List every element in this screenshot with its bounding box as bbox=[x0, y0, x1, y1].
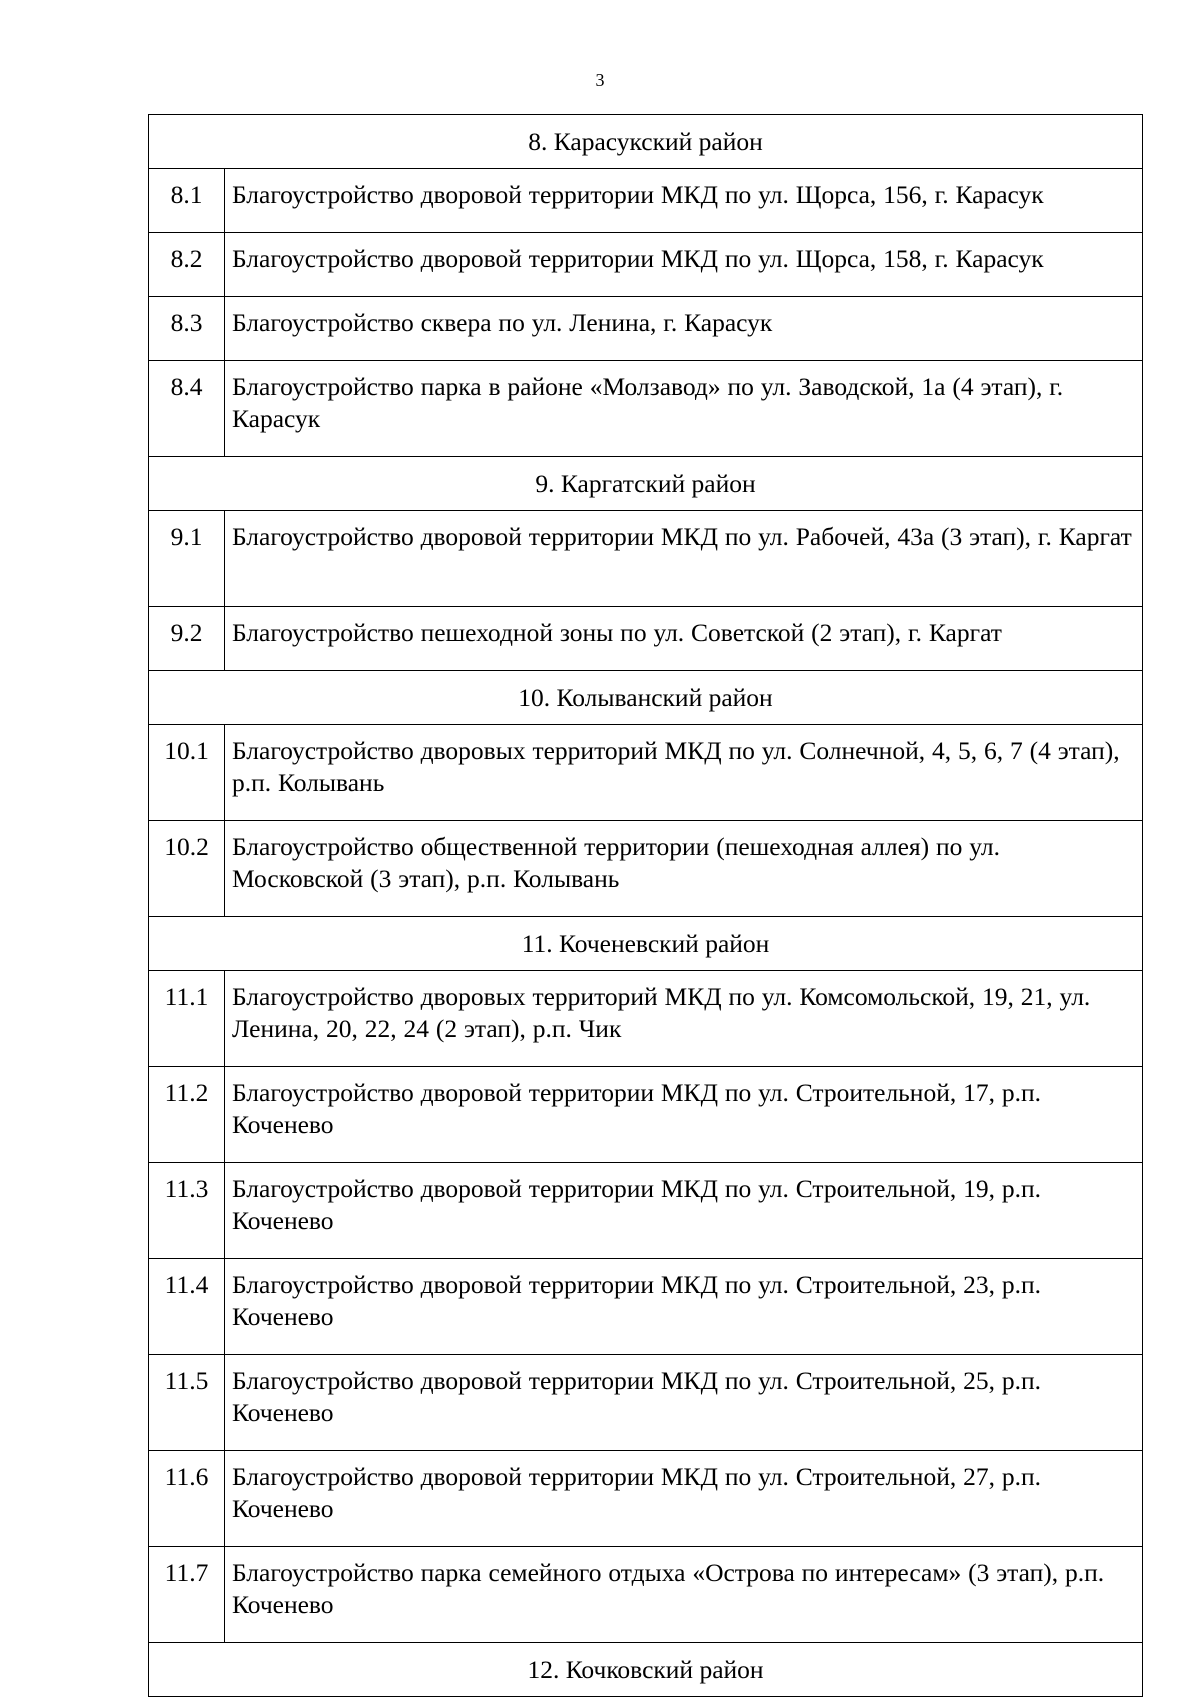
projects-table bbox=[148, 114, 1143, 1697]
item-number: 10.1 bbox=[149, 725, 225, 821]
table-row bbox=[149, 511, 1143, 607]
item-number: 8.4 bbox=[149, 361, 225, 457]
item-description: Благоустройство парка семейного отдыха «Острова по интересам» (3 этап), р.п. Коченево bbox=[225, 1547, 1143, 1643]
table-row bbox=[149, 725, 1143, 821]
item-description: Благоустройство дворовой территории МКД по ул. Щорса, 156, г. Карасук bbox=[225, 169, 1143, 233]
table-row bbox=[149, 607, 1143, 671]
table-row bbox=[149, 169, 1143, 233]
district-title: 9. Каргатский район bbox=[149, 457, 1143, 511]
item-number: 11.5 bbox=[149, 1355, 225, 1451]
district-header-row bbox=[149, 1643, 1143, 1697]
district-header-row bbox=[149, 457, 1143, 511]
table-row bbox=[149, 233, 1143, 297]
item-description: Благоустройство дворовой территории МКД по ул. Строительной, 19, р.п. Коченево bbox=[225, 1163, 1143, 1259]
item-number: 11.3 bbox=[149, 1163, 225, 1259]
table-row bbox=[149, 821, 1143, 917]
item-number: 11.4 bbox=[149, 1259, 225, 1355]
item-description: Благоустройство дворовых территорий МКД по ул. Комсомольской, 19, 21, ул. Ленина, 20, 22, 24 (2 этап), р.п. Чик bbox=[225, 971, 1143, 1067]
district-title: 10. Колыванский район bbox=[149, 671, 1143, 725]
item-description: Благоустройство парка в районе «Молзавод» по ул. Заводской, 1а (4 этап), г. Карасук bbox=[225, 361, 1143, 457]
table-row bbox=[149, 1355, 1143, 1451]
table-row bbox=[149, 971, 1143, 1067]
item-description: Благоустройство дворовой территории МКД по ул. Строительной, 23, р.п. Коченево bbox=[225, 1259, 1143, 1355]
item-number: 8.3 bbox=[149, 297, 225, 361]
table-row bbox=[149, 297, 1143, 361]
table-row bbox=[149, 361, 1143, 457]
item-description: Благоустройство дворовой территории МКД по ул. Щорса, 158, г. Карасук bbox=[225, 233, 1143, 297]
item-number: 10.2 bbox=[149, 821, 225, 917]
table-row bbox=[149, 1451, 1143, 1547]
item-description: Благоустройство дворовой территории МКД по ул. Строительной, 27, р.п. Коченево bbox=[225, 1451, 1143, 1547]
item-description: Благоустройство дворовых территорий МКД по ул. Солнечной, 4, 5, 6, 7 (4 этап), р.п. Колывань bbox=[225, 725, 1143, 821]
item-description: Благоустройство сквера по ул. Ленина, г. Карасук bbox=[225, 297, 1143, 361]
item-number: 8.1 bbox=[149, 169, 225, 233]
district-title: 11. Коченевский район bbox=[149, 917, 1143, 971]
item-number: 9.1 bbox=[149, 511, 225, 607]
district-header-row bbox=[149, 115, 1143, 169]
district-title: 12. Кочковский район bbox=[149, 1643, 1143, 1697]
table-row bbox=[149, 1067, 1143, 1163]
item-description: Благоустройство дворовой территории МКД по ул. Строительной, 17, р.п. Коченево bbox=[225, 1067, 1143, 1163]
table-row bbox=[149, 1547, 1143, 1643]
district-title: 8. Карасукский район bbox=[149, 115, 1143, 169]
item-number: 9.2 bbox=[149, 607, 225, 671]
item-description: Благоустройство пешеходной зоны по ул. Советской (2 этап), г. Каргат bbox=[225, 607, 1143, 671]
table-row bbox=[149, 1163, 1143, 1259]
item-number: 11.7 bbox=[149, 1547, 225, 1643]
item-description: Благоустройство общественной территории (пешеходная аллея) по ул. Московской (3 этап), р.п. Колывань bbox=[225, 821, 1143, 917]
table-row bbox=[149, 1259, 1143, 1355]
district-header-row bbox=[149, 671, 1143, 725]
item-description: Благоустройство дворовой территории МКД по ул. Рабочей, 43а (3 этап), г. Каргат bbox=[225, 511, 1143, 607]
item-number: 11.6 bbox=[149, 1451, 225, 1547]
item-number: 11.1 bbox=[149, 971, 225, 1067]
item-number: 11.2 bbox=[149, 1067, 225, 1163]
page-number: 3 bbox=[595, 70, 605, 90]
item-number: 8.2 bbox=[149, 233, 225, 297]
district-header-row bbox=[149, 917, 1143, 971]
item-description: Благоустройство дворовой территории МКД по ул. Строительной, 25, р.п. Коченево bbox=[225, 1355, 1143, 1451]
